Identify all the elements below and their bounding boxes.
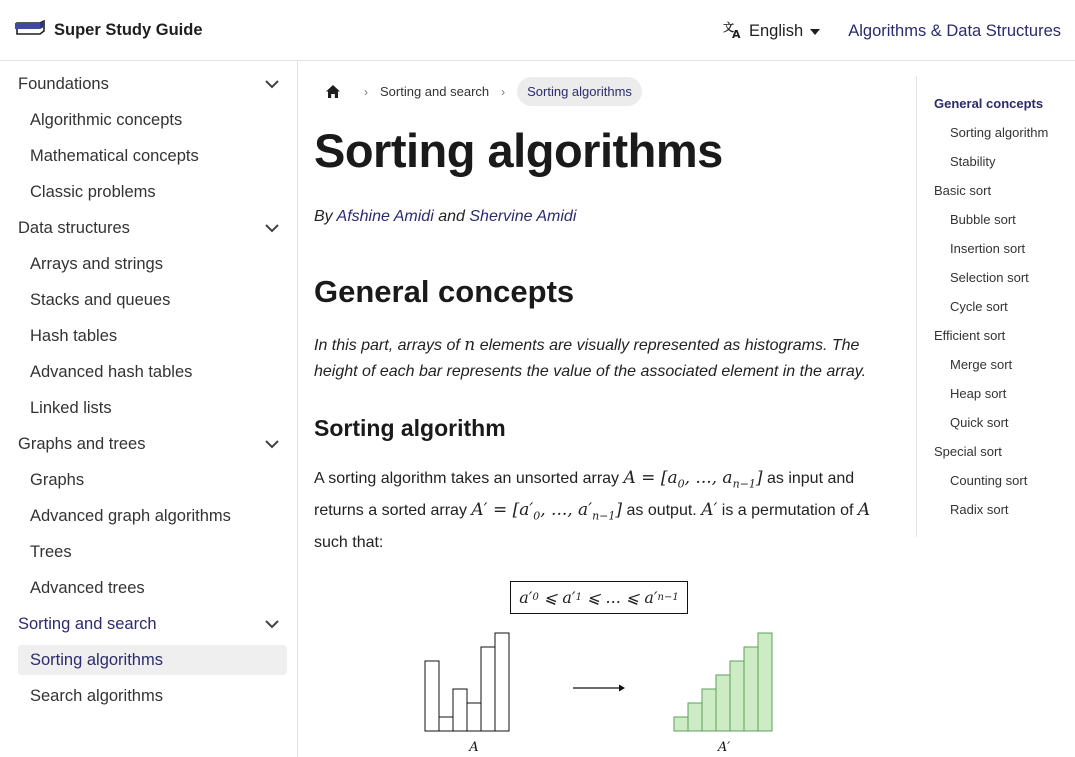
- toc-item[interactable]: Bubble sort: [950, 212, 1016, 227]
- home-icon[interactable]: [314, 76, 352, 107]
- book-icon: [14, 20, 46, 41]
- sidebar-section-sorting-and-search[interactable]: [18, 609, 280, 639]
- sidebar-section-label: Sorting and search: [18, 614, 157, 633]
- math-a: A: [857, 500, 871, 521]
- sidebar-section-label: Foundations: [18, 74, 109, 93]
- unsorted-bar: [439, 717, 453, 731]
- unsorted-bar: [425, 661, 439, 731]
- author-link-2[interactable]: Shervine Amidi: [469, 208, 577, 225]
- breadcrumb-parent[interactable]: Sorting and search: [380, 84, 490, 99]
- unsorted-bar: [467, 703, 481, 731]
- sorting-histogram-figure: [414, 621, 794, 757]
- sidebar-item-sorting-algorithms[interactable]: Sorting algorithms: [18, 645, 287, 675]
- figure-label-a-prime: A′: [717, 740, 731, 755]
- arrow-right-icon: [573, 685, 625, 692]
- sidebar-section-foundations[interactable]: [18, 69, 280, 99]
- sidebar: [0, 61, 298, 757]
- sidebar-section-graphs-and-trees[interactable]: [18, 429, 280, 459]
- figure-label-a: A: [469, 740, 479, 755]
- sidebar-section-label: Data structures: [18, 218, 130, 237]
- toc-item[interactable]: Quick sort: [950, 415, 1009, 430]
- sidebar-item-arrays-and-strings[interactable]: Arrays and strings: [30, 254, 163, 273]
- breadcrumb: [314, 76, 642, 107]
- chevron-down-icon[interactable]: [264, 219, 280, 238]
- para-text-3: as output.: [626, 502, 697, 520]
- math-unsorted-array: $A = [a_0$, ..., $a_{n-1}$]: [623, 468, 763, 491]
- section-title: General concepts: [314, 274, 575, 309]
- intro-text-1: In this part, arrays of: [314, 337, 460, 354]
- subsection-title: Sorting algorithm: [314, 415, 506, 441]
- byline-and: and: [438, 208, 465, 225]
- toc-item[interactable]: Cycle sort: [950, 299, 1008, 314]
- sidebar-section-data-structures[interactable]: [18, 213, 280, 243]
- breadcrumb-separator-icon: ›: [364, 84, 368, 99]
- para-text-1: A sorting algorithm takes an unsorted array: [314, 470, 620, 487]
- breadcrumb-separator-icon: ›: [501, 84, 506, 99]
- sidebar-item-linked-lists[interactable]: Linked lists: [30, 398, 112, 417]
- breadcrumb-current: Sorting algorithms: [517, 77, 642, 106]
- sidebar-item-graphs[interactable]: Graphs: [30, 470, 85, 489]
- toc-item[interactable]: Insertion sort: [950, 241, 1026, 256]
- toc-item[interactable]: Basic sort: [934, 183, 992, 198]
- toc-item[interactable]: General concepts: [934, 96, 1044, 111]
- chevron-down-icon[interactable]: [264, 435, 280, 454]
- byline-by: By: [314, 208, 333, 225]
- sorted-bar: [674, 717, 688, 731]
- math-a-prime: A′: [701, 500, 718, 521]
- sidebar-item-classic-problems[interactable]: Classic problems: [30, 182, 156, 201]
- intro-paragraph: [314, 332, 894, 385]
- author-link-1[interactable]: Afshine Amidi: [336, 208, 434, 225]
- sorted-bar: [702, 689, 716, 731]
- topic-link[interactable]: Algorithms & Data Structures: [848, 22, 1061, 40]
- para-text-5: such that:: [314, 533, 384, 551]
- byline: [314, 208, 576, 226]
- sidebar-item-trees[interactable]: Trees: [30, 542, 72, 561]
- toc-item[interactable]: Selection sort: [950, 270, 1029, 285]
- chevron-down-icon[interactable]: [264, 75, 280, 94]
- sorted-bar: [758, 633, 772, 731]
- toc-item[interactable]: Radix sort: [950, 502, 1009, 517]
- para-text-2: as input and returns a sorted array: [314, 470, 855, 520]
- sidebar-item-stacks-and-queues[interactable]: Stacks and queues: [30, 290, 171, 309]
- page-title: Sorting algorithms: [314, 124, 723, 177]
- sorted-bar: [744, 647, 758, 731]
- toc-item[interactable]: Merge sort: [950, 357, 1013, 372]
- unsorted-bar: [495, 633, 509, 731]
- sorted-bar: [730, 661, 744, 731]
- sidebar-item-mathematical-concepts[interactable]: Mathematical concepts: [30, 146, 199, 165]
- sorted-histogram: [674, 633, 772, 731]
- table-of-contents: [916, 76, 1075, 537]
- top-bar: [0, 0, 1075, 61]
- chevron-down-icon[interactable]: [264, 615, 280, 634]
- unsorted-bar: [453, 689, 467, 731]
- sidebar-item-advanced-trees[interactable]: Advanced trees: [30, 578, 145, 597]
- intro-text-2: elements are visually represented as histograms. The height of each bar represents the value of the associated element in the array.: [314, 337, 867, 380]
- language-label: English: [749, 21, 804, 40]
- toc-item[interactable]: Stability: [950, 154, 996, 169]
- sorting-paragraph: [314, 465, 894, 556]
- sidebar-item-algorithmic-concepts[interactable]: Algorithmic concepts: [30, 110, 183, 129]
- ordering-formula: a′ 0 ⩽ a′ 1 ⩽ ... ⩽ a′ n−1: [510, 581, 688, 614]
- para-text-4: is a permutation of: [721, 502, 854, 520]
- brand-link[interactable]: [14, 18, 203, 42]
- svg-text:文: 文: [723, 20, 734, 34]
- sorted-bar: [688, 703, 702, 731]
- math-sorted-array: $A' = [a'_0$, ..., $a'_{n-1}$]: [471, 500, 623, 523]
- caret-down-icon: [809, 22, 821, 41]
- sidebar-item-search-algorithms[interactable]: Search algorithms: [30, 686, 163, 705]
- intro-math-n: n: [464, 335, 476, 355]
- toc-item[interactable]: Sorting algorithm: [950, 125, 1049, 140]
- sidebar-section-label: Graphs and trees: [18, 434, 146, 453]
- svg-text:A: A: [732, 27, 741, 39]
- main-content: [314, 61, 894, 757]
- sorted-bar: [716, 675, 730, 731]
- language-selector[interactable]: [723, 19, 821, 43]
- sidebar-item-advanced-hash-tables[interactable]: Advanced hash tables: [30, 362, 193, 381]
- sidebar-item-advanced-graph-algorithms[interactable]: Advanced graph algorithms: [30, 506, 231, 525]
- sidebar-item-hash-tables[interactable]: Hash tables: [30, 326, 118, 345]
- brand-name: Super Study Guide: [54, 20, 203, 39]
- toc-item[interactable]: Special sort: [934, 444, 1002, 459]
- toc-item[interactable]: Efficient sort: [934, 328, 1006, 343]
- unsorted-histogram: [425, 633, 509, 731]
- toc-item[interactable]: Heap sort: [950, 386, 1007, 401]
- unsorted-bar: [481, 647, 495, 731]
- translate-icon: [723, 19, 743, 44]
- toc-item[interactable]: Counting sort: [950, 473, 1028, 488]
